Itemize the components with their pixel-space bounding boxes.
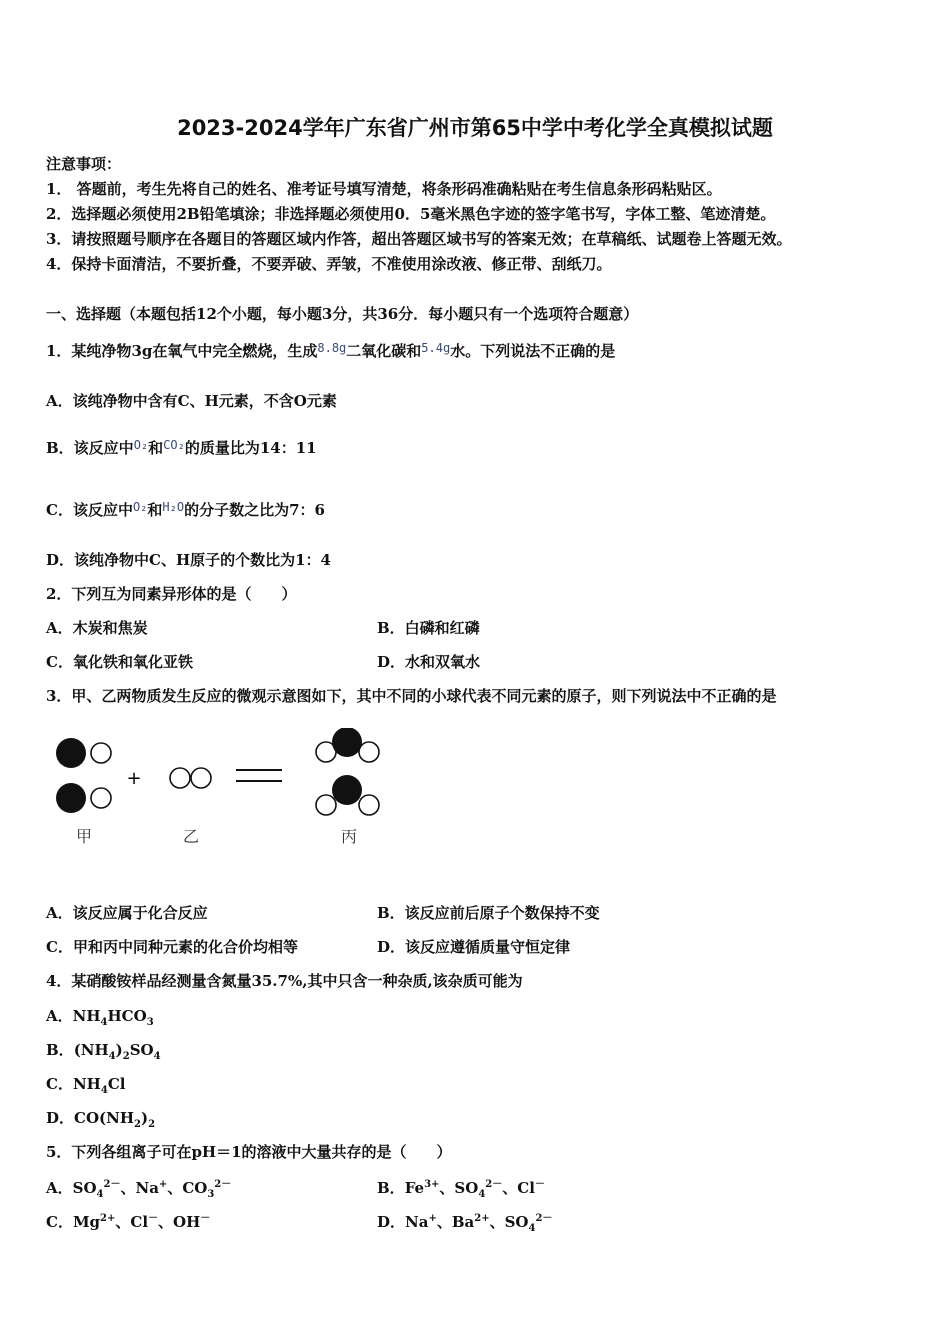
question-3-option-a: A．该反应属于化合反应 (46, 904, 208, 922)
question-1-option-d: D．该纯净物中C、H原子的个数比为1：4 (46, 551, 331, 569)
notice-item-3: 3．请按照题号顺序在各题目的答题区域内作答，超出答题区域书写的答案无效；在草稿纸、试题卷上答题无效。 (46, 230, 792, 248)
question-2-stem: 2．下列互为同素异形体的是（ ） (46, 585, 297, 603)
formula-mass-co2: 8.8g (317, 341, 347, 355)
notice-item-2: 2．选择题必须使用2B铅笔填涂；非选择题必须使用0．5毫米黑色字迹的签字笔书写，字体工整、笔迹清楚。 (46, 205, 776, 223)
molecule-jia-1 (56, 738, 111, 768)
molecule-bing-2 (316, 775, 379, 815)
question-4-stem: 4．某硝酸铵样品经测量含氮量35.7%,其中只含一种杂质,该杂质可能为 (46, 972, 523, 990)
question-5-option-c: C．$Mg^{2+}$、Cl－、OH－ (46, 1213, 211, 1231)
question-2-option-a: A．木炭和焦炭 (46, 619, 148, 637)
question-5-option-d: D．Na+、$Ba^{2+}$、$SO_4^{2-}$ (377, 1213, 553, 1234)
question-4-option-b: B．$(NH_4)_2SO_4$ (46, 1041, 161, 1062)
question-3-option-c: C．甲和丙中同种元素的化合价均相等 (46, 938, 298, 956)
question-4-option-a: A．$NH_4HCO_3$ (46, 1007, 154, 1028)
question-3-stem: 3．甲、乙两物质发生反应的微观示意图如下，其中不同的小球代表不同元素的原子，则下列说法中不正确的是 (46, 687, 777, 705)
question-4-option-c: C．$NH_4Cl$ (46, 1075, 126, 1096)
formula-o2: O₂ (133, 438, 149, 452)
notice-item-1: 1． 答题前，考生先将自己的姓名、准考证号填写清楚，将条形码准确粘贴在考生信息条形码粘贴区。 (46, 180, 722, 198)
question-1-option-a: A．该纯净物中含有C、H元素，不含O元素 (46, 392, 337, 410)
equals-sign (236, 770, 282, 781)
question-5-stem: 5．下列各组离子可在pH＝1的溶液中大量共存的是（ ） (46, 1143, 452, 1161)
label-jia: 甲 (75, 827, 93, 846)
question-4-option-d: D．$CO(NH_2)_2$ (46, 1109, 156, 1130)
formula-mass-h2o: 5.4g (421, 341, 451, 355)
question-3-option-b: B．该反应前后原子个数保持不变 (377, 904, 600, 922)
question-1-stem: 1．某纯净物3g在氧气中完全燃烧，生成$^{8.8g}$二氧化碳和$^{5.4g}$水。下列说法不正确的是 (46, 341, 616, 360)
reaction-diagram (46, 728, 406, 863)
question-5-option-b: B．$Fe^{3+}$、$SO_4^{2-}$、Cl－ (377, 1179, 545, 1200)
page-title: 2023-2024学年广东省广州市第65中学中考化学全真模拟试题 (177, 116, 773, 140)
label-bing: 丙 (340, 827, 358, 846)
molecule-bing-1 (316, 728, 379, 762)
label-yi: 乙 (182, 827, 200, 846)
question-5-option-a: A．$SO_4^{2-}$、Na+、$CO_3^{2-}$ (46, 1179, 232, 1200)
notice-heading: 注意事项： (46, 155, 122, 173)
question-2-option-c: C．氧化铁和氧化亚铁 (46, 653, 193, 671)
question-3-option-d: D．该反应遵循质量守恒定律 (377, 938, 571, 956)
formula-o2: O₂ (132, 500, 148, 514)
question-2-option-b: B．白磷和红磷 (377, 619, 480, 637)
question-1-option-c: C．该反应中$^{O_2}$和$^{H_2O}$的分子数之比为7：6 (46, 500, 325, 519)
notice-item-4: 4．保持卡面清洁，不要折叠，不要弄破、弄皱，不准使用涂改液、修正带、刮纸刀。 (46, 255, 612, 273)
molecule-yi (170, 768, 211, 788)
question-2-option-d: D．水和双氧水 (377, 653, 481, 671)
plus-sign: + (126, 768, 142, 789)
formula-co2: CO₂ (163, 438, 185, 452)
formula-h2o: H₂O (162, 500, 185, 514)
question-1-option-b: B．该反应中$^{O_2}$和$^{CO_2}$的质量比为14：11 (46, 438, 317, 457)
molecule-jia-2 (56, 783, 111, 813)
section-heading: 一、选择题（本题包括12个小题，每小题3分，共36分．每小题只有一个选项符合题意） (46, 305, 639, 323)
